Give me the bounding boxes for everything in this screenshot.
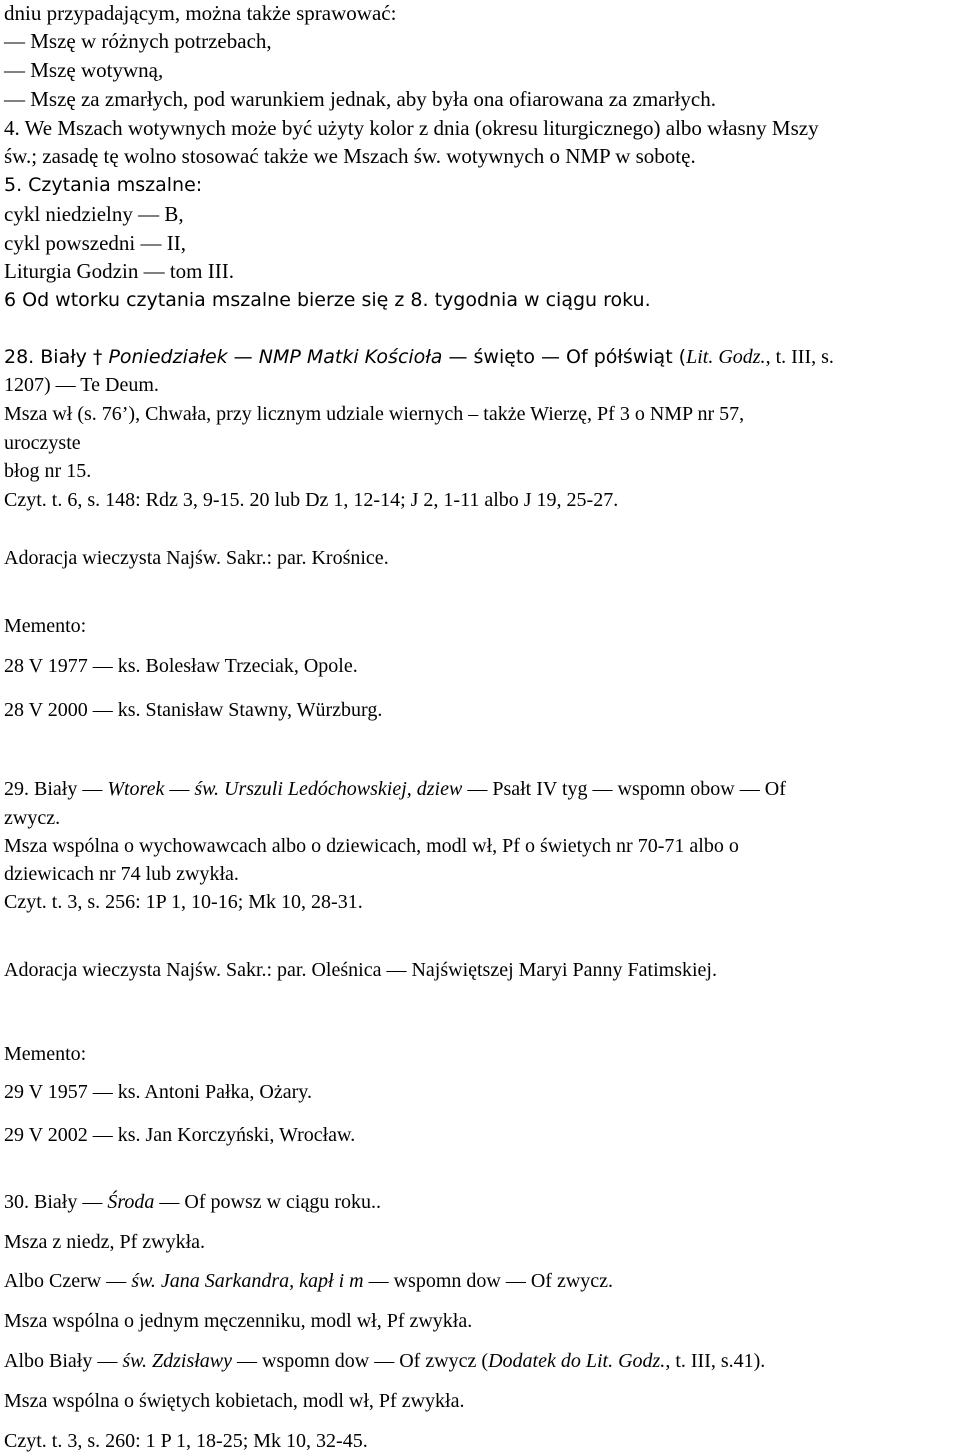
day-28-memento-label: Memento:: [4, 615, 87, 637]
day-29-readings: Czyt. t. 3, s. 256: 1P 1, 10-16; Mk 10, 28-31.: [4, 891, 363, 913]
day-29-mass: dziewicach nr 74 lub zwykła.: [4, 863, 239, 885]
day-30-mass: Msza wspólna o jednym męczenniku, modl wł, Pf zwykła.: [4, 1310, 473, 1332]
day-30-readings: Czyt. t. 3, s. 260: 1 P 1, 18-25; Mk 10, 32-45.: [4, 1430, 368, 1452]
day-28-memento-entry: 28 V 2000 — ks. Stanisław Stawny, Würzburg.: [4, 699, 383, 721]
text-line: — Mszę wotywną,: [4, 58, 164, 82]
day-28-adoration: Adoracja wieczysta Najśw. Sakr.: par. Krośnice.: [4, 547, 389, 569]
day-28-mass: błog nr 15.: [4, 460, 92, 482]
text-line: Liturgia Godzin — tom III.: [4, 259, 234, 283]
text-line: 5. Czytania mszalne:: [4, 174, 203, 196]
day-30-mass: Msza z niedz, Pf zwykła.: [4, 1231, 206, 1253]
day-29-memento-entry: 29 V 2002 — ks. Jan Korczyński, Wrocław.: [4, 1124, 356, 1146]
day-29-heading-cont: zwycz.: [4, 807, 61, 829]
text-line: — Mszę za zmarłych, pod warunkiem jednak, aby była ona ofiarowana za zmarłych.: [4, 87, 716, 111]
text-line: — Mszę w różnych potrzebach,: [4, 29, 272, 53]
day-28-mass: uroczyste: [4, 432, 81, 454]
text-line: cykl powszedni — II,: [4, 231, 186, 255]
day-29-memento-entry: 29 V 1957 — ks. Antoni Pałka, Ożary.: [4, 1081, 312, 1103]
day-30-alt-memorial: Albo Biały — św. Zdzisławy — wspomn dow — Of zwycz (Dodatek do Lit. Godz., t. III, s.41).: [4, 1350, 766, 1372]
day-29-memento-label: Memento:: [4, 1043, 87, 1065]
day-28-memento-entry: 28 V 1977 — ks. Bolesław Trzeciak, Opole.: [4, 655, 358, 677]
text-line: 6 Od wtorku czytania mszalne bierze się z 8. tygodnia w ciągu roku.: [4, 289, 651, 311]
day-29-adoration: Adoracja wieczysta Najśw. Sakr.: par. Oleśnica — Najświętszej Maryi Panny Fatimskiej.: [4, 959, 717, 981]
text-line: cykl niedzielny — B,: [4, 202, 184, 226]
day-28-heading-cont: 1207) — Te Deum.: [4, 374, 159, 396]
day-30-mass: Msza wspólna o świętych kobietach, modl wł, Pf zwykła.: [4, 1390, 465, 1412]
text-line: 4. We Mszach wotywnych może być użyty kolor z dnia (okresu liturgicznego) albo własny Mszy: [4, 116, 819, 140]
day-28-heading: 28. Biały † Poniedziałek — NMP Matki Kościoła — święto — Of półświąt (Lit. Godz., t. III, s.: [4, 346, 834, 368]
day-28-mass: Msza wł (s. 76’), Chwała, przy licznym udziale wiernych – także Wierzę, Pf 3 o NMP nr 57,: [4, 403, 745, 425]
text-line: św.; zasadę tę wolno stosować także we Mszach św. wotywnych o NMP w sobotę.: [4, 144, 696, 168]
day-29-heading: 29. Biały — Wtorek — św. Urszuli Ledóchowskiej, dziew — Psałt IV tyg — wspomn obow — Of: [4, 778, 786, 800]
day-29-mass: Msza wspólna o wychowawcach albo o dziewicach, modl wł, Pf o świetych nr 70-71 albo o: [4, 835, 739, 857]
day-30-alt-memorial: Albo Czerw — św. Jana Sarkandra, kapł i m — wspomn dow — Of zwycz.: [4, 1270, 614, 1292]
day-30-heading: 30. Biały — Środa — Of powsz w ciągu roku..: [4, 1191, 382, 1213]
day-28-readings: Czyt. t. 6, s. 148: Rdz 3, 9-15. 20 lub Dz 1, 12-14; J 2, 1-11 albo J 19, 25-27.: [4, 489, 619, 511]
text-line: dniu przypadającym, można także sprawować:: [4, 1, 397, 25]
